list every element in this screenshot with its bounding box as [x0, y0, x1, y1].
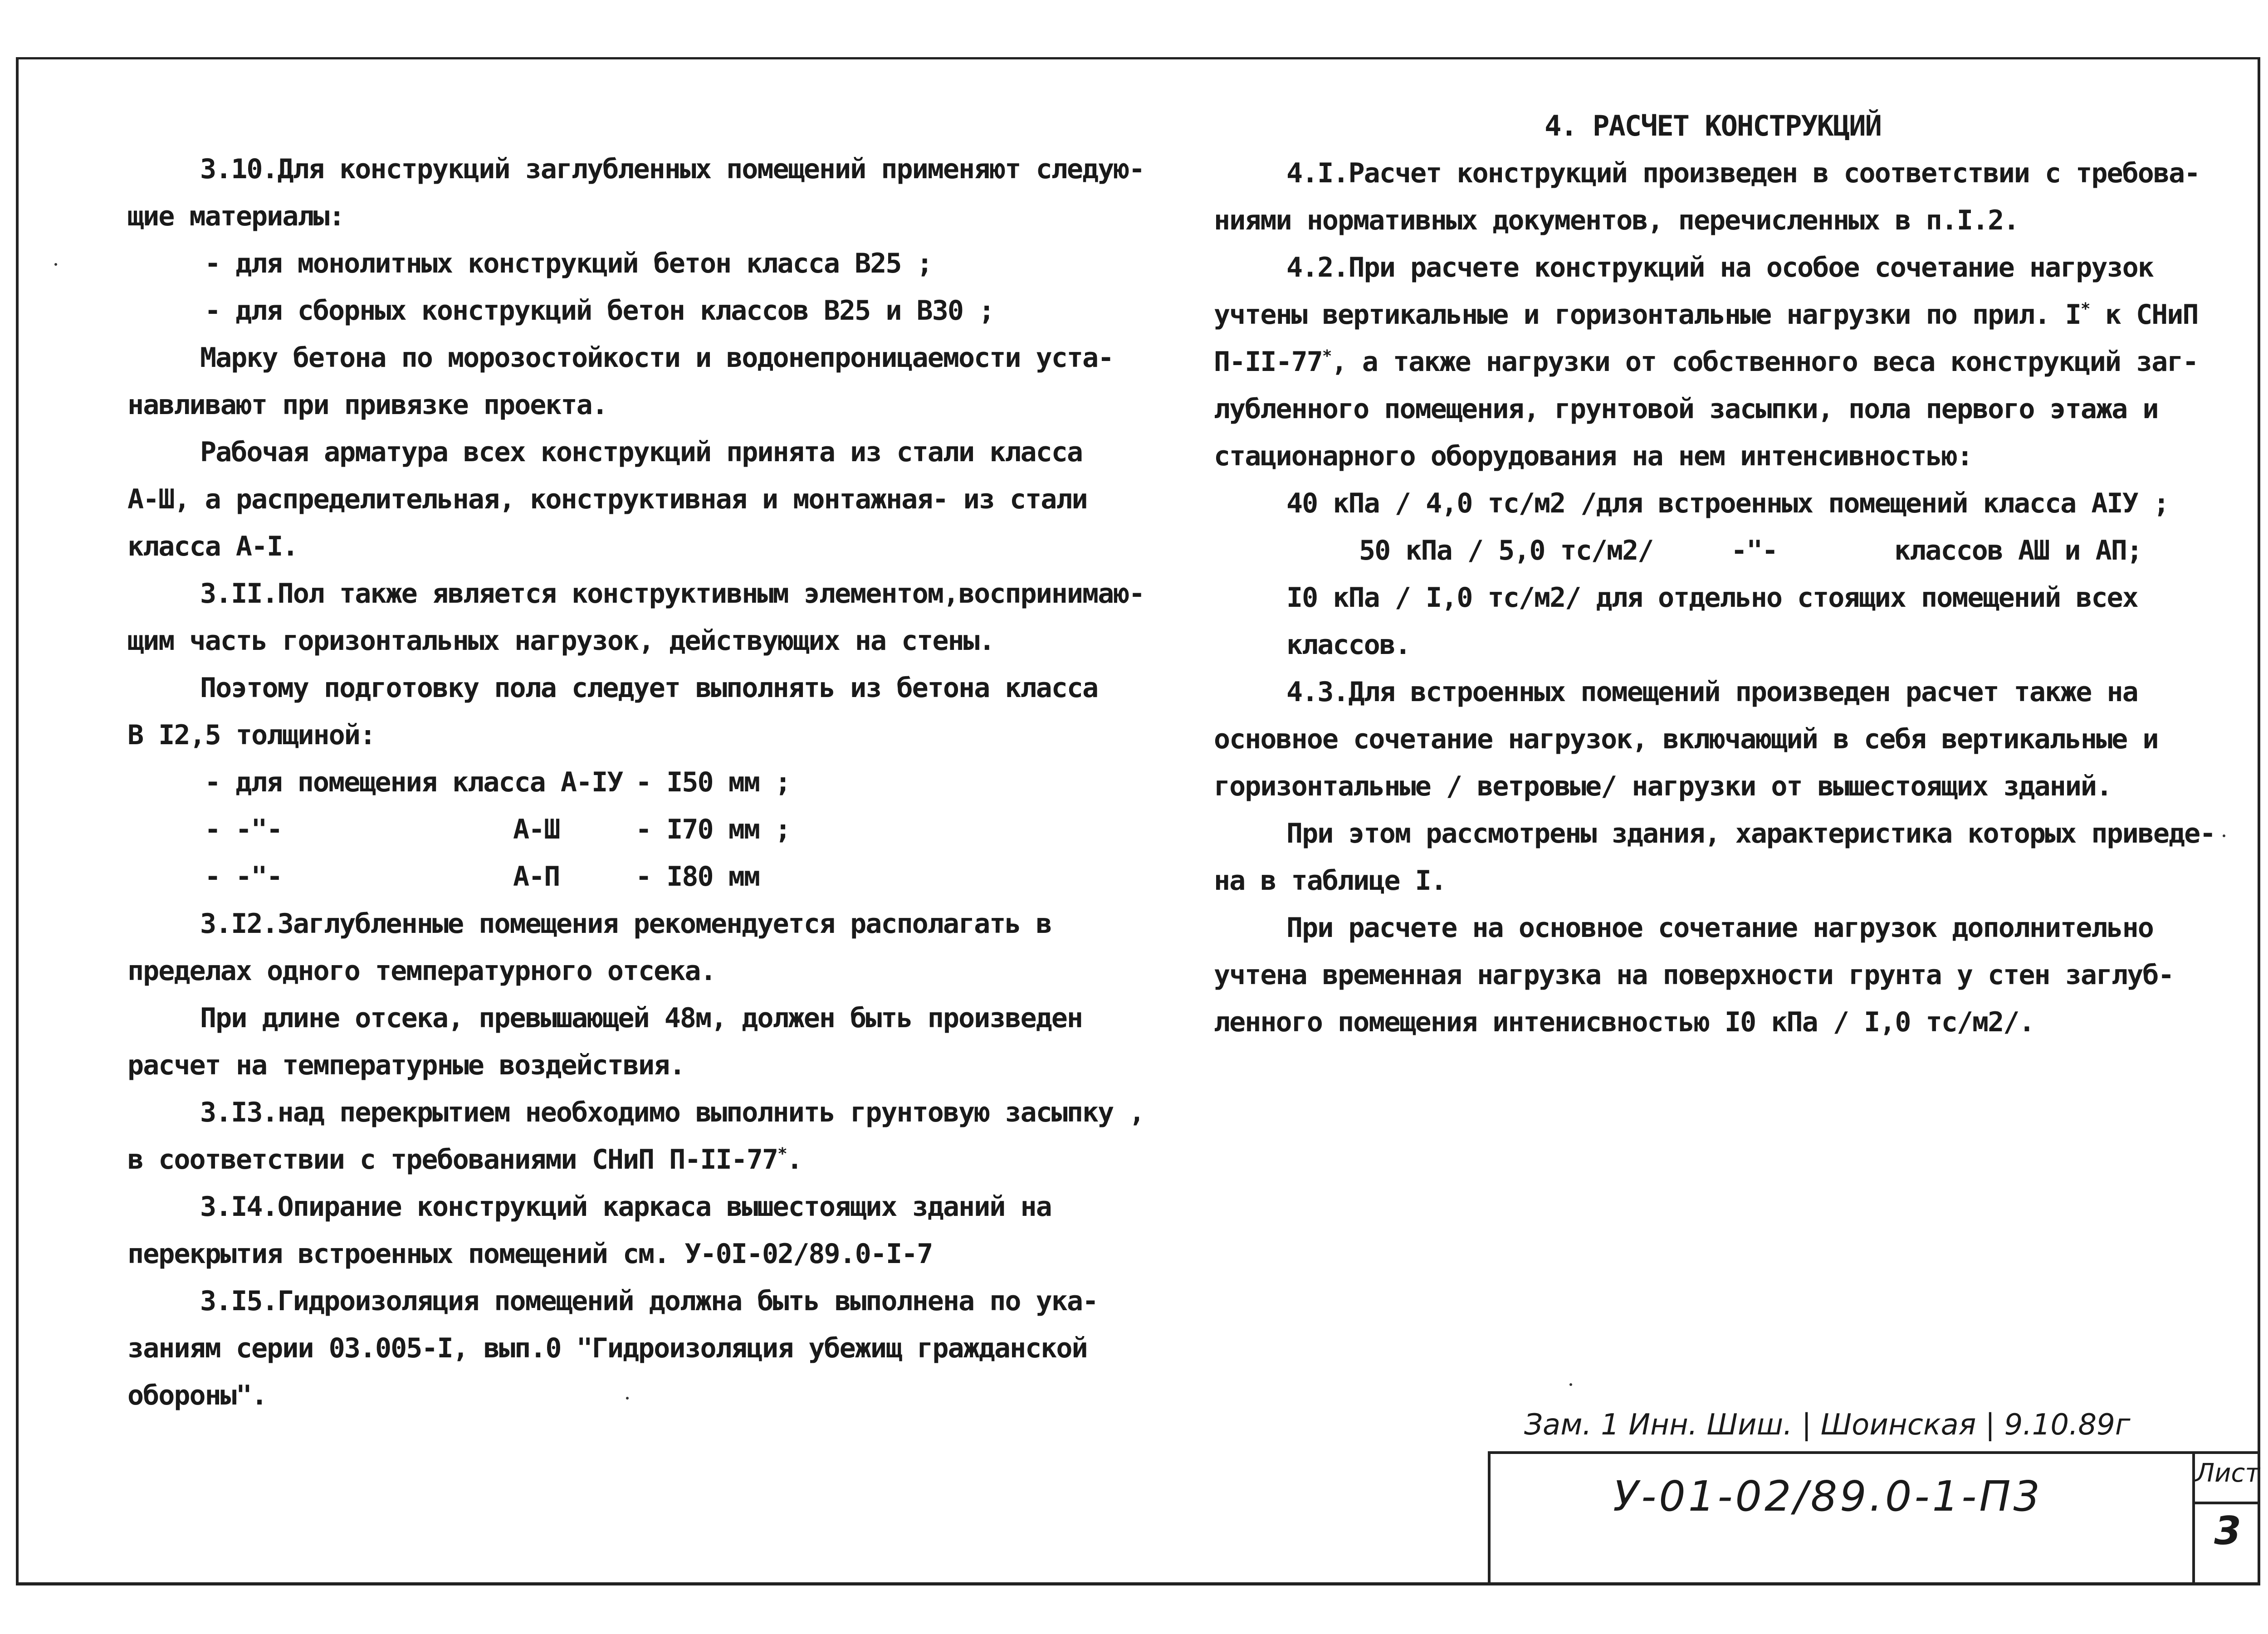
sheet-cell [2192, 1454, 2260, 1585]
row-label: - для помещения класса А-IУ [205, 766, 623, 798]
text-line: перекрытия встроенных помещений см. У-0I-02/89.0-I-7 [127, 1238, 933, 1270]
text-line: При этом рассмотрены здания, характеристика которых приведе- [1286, 818, 2215, 849]
text-line: щим часть горизонтальных нагрузок, действующих на стены. [127, 625, 994, 657]
text-span: П-II-77 [1214, 346, 1322, 378]
text-line [1214, 527, 2212, 574]
text-line: щие материалы: [127, 200, 344, 232]
text-span: в соответствии с требованиями СНиП П-II-77 [127, 1144, 778, 1176]
text-line: 3.I2.Заглубленные помещения рекомендуется располагать в [200, 908, 1051, 940]
text-line: Рабочая арматура всех конструкций принята из стали класса [200, 436, 1083, 468]
asterisk-mark: * [2080, 300, 2090, 318]
text-line: 3.I3.над перекрытием необходимо выполнить грунтовую засыпку , [200, 1097, 1144, 1128]
text-line: 3.10.Для конструкций заглубленных помещений применяют следую- [200, 153, 1144, 185]
scan-speck [1569, 1383, 1572, 1386]
text-line [1214, 338, 2212, 385]
text-line: 40 кПа / 4,0 тс/м2 /для встроенных помещений класса АIУ ; [1286, 488, 2169, 519]
asterisk-mark: * [777, 1145, 787, 1163]
text-line: 3.II.Пол также является конструктивным элементом,воспринимаю- [200, 578, 1144, 610]
text-line: Поэтому подготовку пола следует выполнять из бетона класса [200, 672, 1098, 704]
document-sheet [16, 57, 2260, 1585]
revision-note: Зам. 1 Инн. Шиш. | Шоинская | 9.10.89г [1524, 1408, 2131, 1442]
text-line: При длине отсека, превышающей 48м, должен быть произведен [200, 1002, 1083, 1034]
scan-speck [54, 263, 57, 266]
row-class: А-П [513, 861, 560, 893]
text-line: горизонтальные / ветровые/ нагрузки от вышестоящих зданий. [1214, 771, 2112, 802]
scan-speck [2223, 834, 2225, 837]
text-line: 4.3.Для встроенных помещений произведен расчет также на [1286, 676, 2138, 708]
text-span: 50 кПа / 5,0 тс/м2/ [1359, 535, 1653, 566]
text-line: класса А-I. [127, 531, 298, 562]
row-value: - I70 мм ; [635, 814, 791, 845]
text-line [1214, 291, 2212, 338]
section-heading: 4. РАСЧЕТ КОНСТРУКЦИЙ [1545, 109, 1881, 142]
scan-speck [626, 1397, 629, 1400]
right-column [1214, 102, 2215, 1046]
thickness-row [127, 853, 1162, 900]
left-column [127, 146, 1162, 1419]
text-line: стационарного оборудования на нем интенсивностью: [1214, 440, 1973, 472]
text-span: , а также нагрузки от собственного веса конструкций заг- [1331, 346, 2198, 378]
text-line: классов. [1286, 629, 1410, 661]
text-line: на в таблице I. [1214, 865, 1446, 897]
row-label: - -"- [205, 861, 282, 893]
text-line: Марку бетона по морозостойкости и водонепроницаемости уста- [200, 342, 1114, 374]
text-span: -"- [1731, 535, 1778, 566]
text-span: учтены вертикальные и горизонтальные нагрузки по прил. I [1214, 299, 2081, 331]
text-span: классов АШ и АП; [1894, 535, 2142, 566]
text-line: 3.I5.Гидроизоляция помещений должна быть выполнена по ука- [200, 1285, 1098, 1317]
text-line: I0 кПа / I,0 тс/м2/ для отдельно стоящих помещений всех [1286, 582, 2138, 614]
text-line: А-Ш, а распределительная, конструктивная и монтажная- из стали [127, 483, 1087, 515]
text-line: В I2,5 толщиной: [127, 719, 375, 751]
sheet-label: Лист [2195, 1458, 2260, 1504]
row-label: - -"- [205, 814, 282, 845]
text-line: 4.2.При расчете конструкций на особое сочетание нагрузок [1286, 252, 2153, 283]
text-line: основное сочетание нагрузок, включающий в себя вертикальные и [1214, 723, 2158, 755]
text-span: к СНиП [2089, 299, 2198, 331]
text-line: пределах одного температурного отсека. [127, 955, 716, 987]
text-line: При расчете на основное сочетание нагрузок дополнительно [1286, 912, 2153, 944]
row-class: А-Ш [513, 814, 560, 845]
thickness-row [127, 759, 1162, 806]
text-line: заниям серии 03.005-I, вып.0 "Гидроизоляция убежищ гражданской [127, 1332, 1087, 1364]
text-line: 3.I4.Опирание конструкций каркаса вышестоящих зданий на [200, 1191, 1051, 1223]
text-line: в соответствии с требованиями СНиП П-II-77*. [127, 1144, 802, 1176]
thickness-row [127, 806, 1162, 853]
row-value: - I80 мм [635, 861, 759, 893]
text-line: обороны". [127, 1380, 267, 1411]
row-value: - I50 мм ; [635, 766, 791, 798]
text-line: - для сборных конструкций бетон классов В25 и В30 ; [205, 295, 994, 327]
text-line: 4.I.Расчет конструкций произведен в соответствии с требова- [1286, 157, 2200, 189]
text-line: учтена временная нагрузка на поверхности грунта у стен заглуб- [1214, 959, 2174, 991]
text-line: расчет на температурные воздействия. [127, 1049, 685, 1081]
document-code: У-01-02/89.0-1-П3 [1613, 1472, 2043, 1521]
asterisk-mark: * [1322, 347, 1331, 366]
text-line: - для монолитных конструкций бетон класса В25 ; [205, 248, 932, 279]
text-line: ленного помещения интенисвностью I0 кПа / I,0 тс/м2/. [1214, 1006, 2034, 1038]
text-line: ниями нормативных документов, перечисленных в п.I.2. [1214, 205, 2019, 236]
text-line: лубленного помещения, грунтовой засыпки, пола первого этажа и [1214, 393, 2158, 425]
text-line: навливают при привязке проекта. [127, 389, 607, 421]
title-block [1488, 1451, 2260, 1585]
sheet-number: 3 [2214, 1508, 2241, 1554]
